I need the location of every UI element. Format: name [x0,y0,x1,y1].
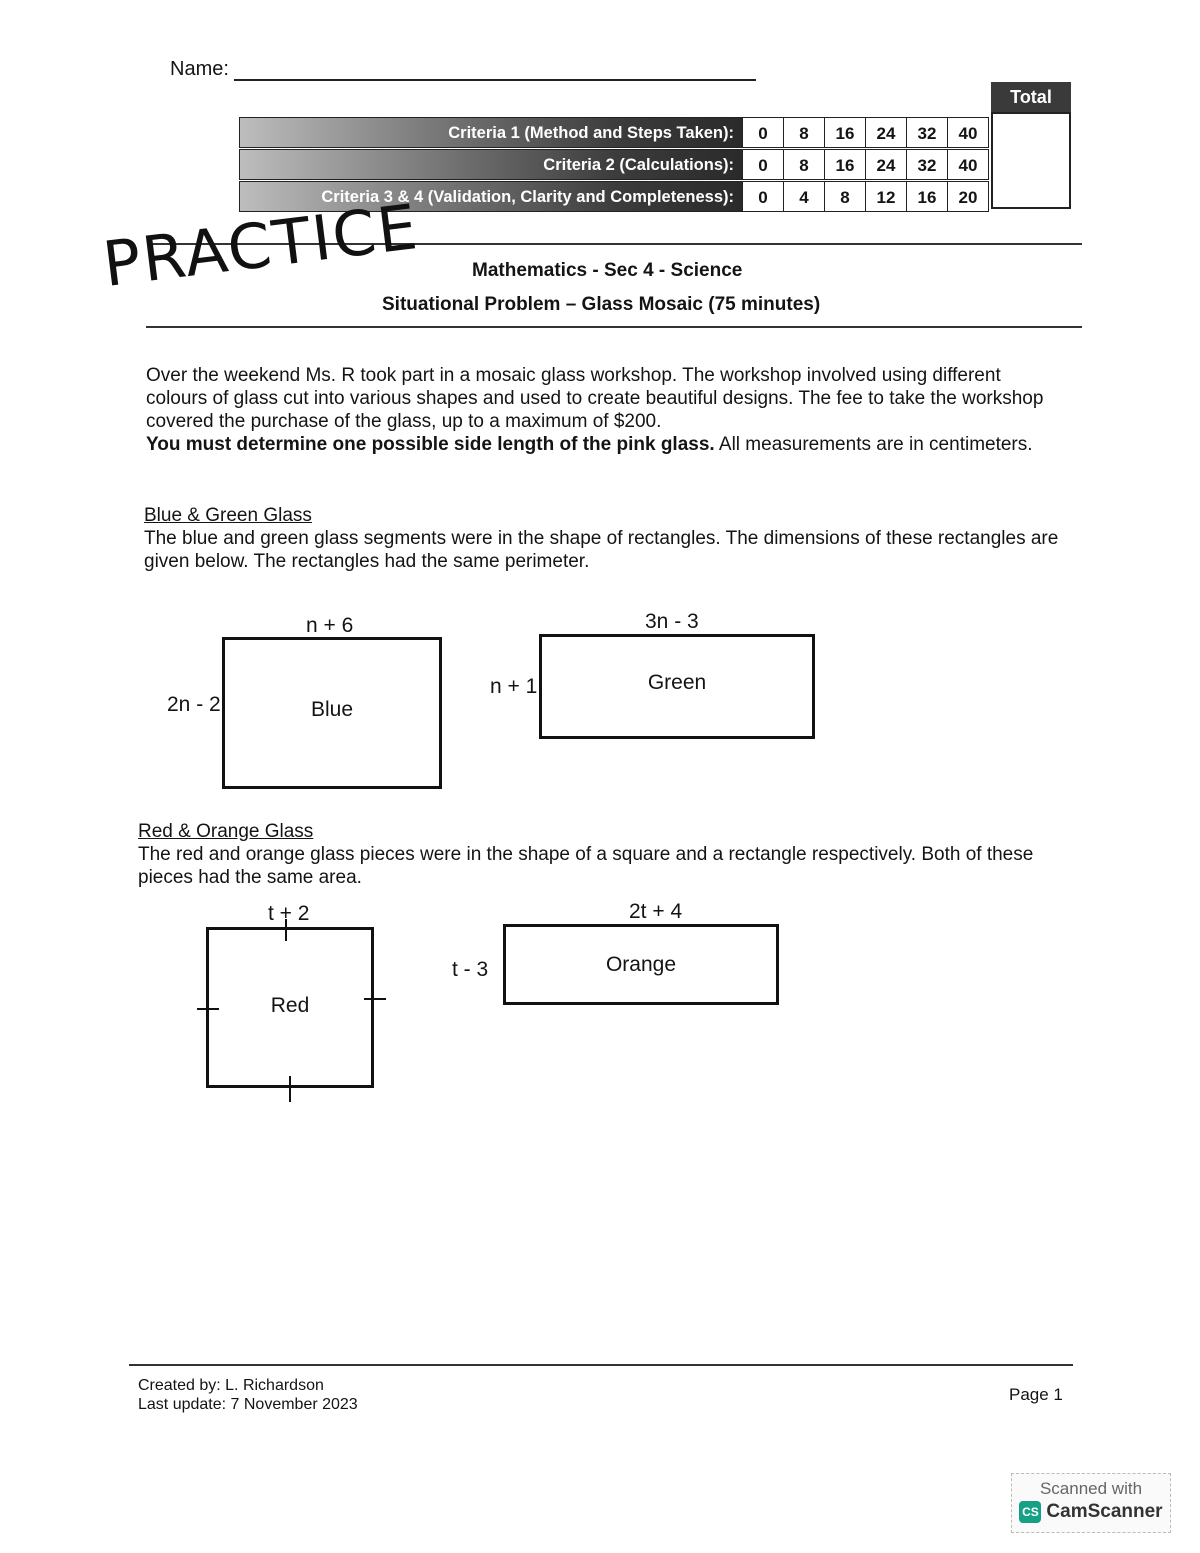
intro-paragraph [146,364,1066,456]
equal-side-tick [289,1076,291,1102]
blue-top-label: n + 6 [306,614,354,637]
green-name: Green [647,671,707,694]
page-number: Page 1 [1009,1385,1063,1404]
criteria-row-1 [239,117,991,150]
intro-text: Over the weekend Ms. R took part in a mosaic glass workshop. The workshop involved using different colours of glass cut into various shapes and used to create beautiful designs. The fee to take the workshop covered the purchase of the glass, up to a maximum of $200. [146,365,1044,432]
criteria-row-2 [239,149,991,182]
camscanner-name: CamScanner [1046,1501,1163,1522]
score-cell[interactable]: 0 [743,181,784,212]
practice-stamp: PRACTICE [99,189,423,301]
problem-title: Situational Problem – Glass Mosaic (75 minutes) [382,294,821,315]
score-cell[interactable]: 16 [825,117,866,148]
intro-units: All measurements are in centimeters. [714,434,1033,455]
intro-task: You must determine one possible side length of the pink glass. [146,434,715,455]
score-cell[interactable]: 4 [784,181,825,212]
score-cell[interactable]: 32 [907,149,948,180]
title-bottom-rule [146,326,1082,328]
orange-name: Orange [605,953,677,976]
score-cell[interactable]: 12 [866,181,907,212]
scanned-with-text: Scanned with [1039,1479,1143,1498]
blue-green-section [144,504,1064,573]
score-cell[interactable]: 8 [784,117,825,148]
blue-rectangle [222,637,442,789]
equal-side-tick [285,919,287,941]
criteria-label: Criteria 2 (Calculations): [239,149,743,180]
name-label: Name: [170,58,229,80]
footer-credits [138,1376,358,1414]
red-square [206,927,374,1088]
score-cell[interactable]: 20 [948,181,989,212]
red-top-label: t + 2 [268,902,310,925]
score-cell[interactable]: 40 [948,117,989,148]
red-orange-heading: Red & Orange Glass [138,821,314,842]
camscanner-logo-icon: CS [1019,1501,1041,1523]
score-cell[interactable]: 8 [784,149,825,180]
equal-side-tick [197,1008,219,1010]
equal-side-tick [364,998,386,1000]
red-name: Red [270,994,310,1017]
blue-side-label: 2n - 2 [167,693,221,716]
score-cell[interactable]: 40 [948,149,989,180]
camscanner-badge [1011,1473,1171,1533]
created-by: Created by: L. Richardson [138,1377,324,1394]
green-top-label: 3n - 3 [645,610,699,633]
red-orange-text: The red and orange glass pieces were in the shape of a square and a rectangle respectively. Both of these pieces had the same area. [138,844,1034,888]
blue-green-heading: Blue & Green Glass [144,505,312,526]
green-side-label: n + 1 [490,675,538,698]
orange-rectangle [503,924,779,1005]
score-cell[interactable]: 32 [907,117,948,148]
score-cell[interactable]: 0 [743,117,784,148]
name-field-line[interactable] [234,79,756,81]
score-cell[interactable]: 24 [866,149,907,180]
orange-top-label: 2t + 4 [629,900,683,923]
total-header: Total [991,82,1071,112]
green-rectangle [539,634,815,739]
score-cell[interactable]: 16 [825,149,866,180]
total-score-box[interactable] [991,112,1071,209]
criteria-label: Criteria 1 (Method and Steps Taken): [239,117,743,148]
blue-name: Blue [310,698,354,721]
score-cell[interactable]: 8 [825,181,866,212]
red-orange-section [138,820,1058,889]
subject-title: Mathematics - Sec 4 - Science [472,260,743,281]
score-cell[interactable]: 24 [866,117,907,148]
score-cell[interactable]: 0 [743,149,784,180]
score-cell[interactable]: 16 [907,181,948,212]
orange-side-label: t - 3 [452,958,489,981]
footer-rule [129,1364,1073,1366]
criteria-label: Criteria 3 & 4 (Validation, Clarity and Completeness): [239,181,743,212]
last-update: Last update: 7 November 2023 [138,1396,358,1413]
blue-green-text: The blue and green glass segments were in the shape of rectangles. The dimensions of these rectangles are given below. The rectangles had the same perimeter. [144,528,1059,572]
